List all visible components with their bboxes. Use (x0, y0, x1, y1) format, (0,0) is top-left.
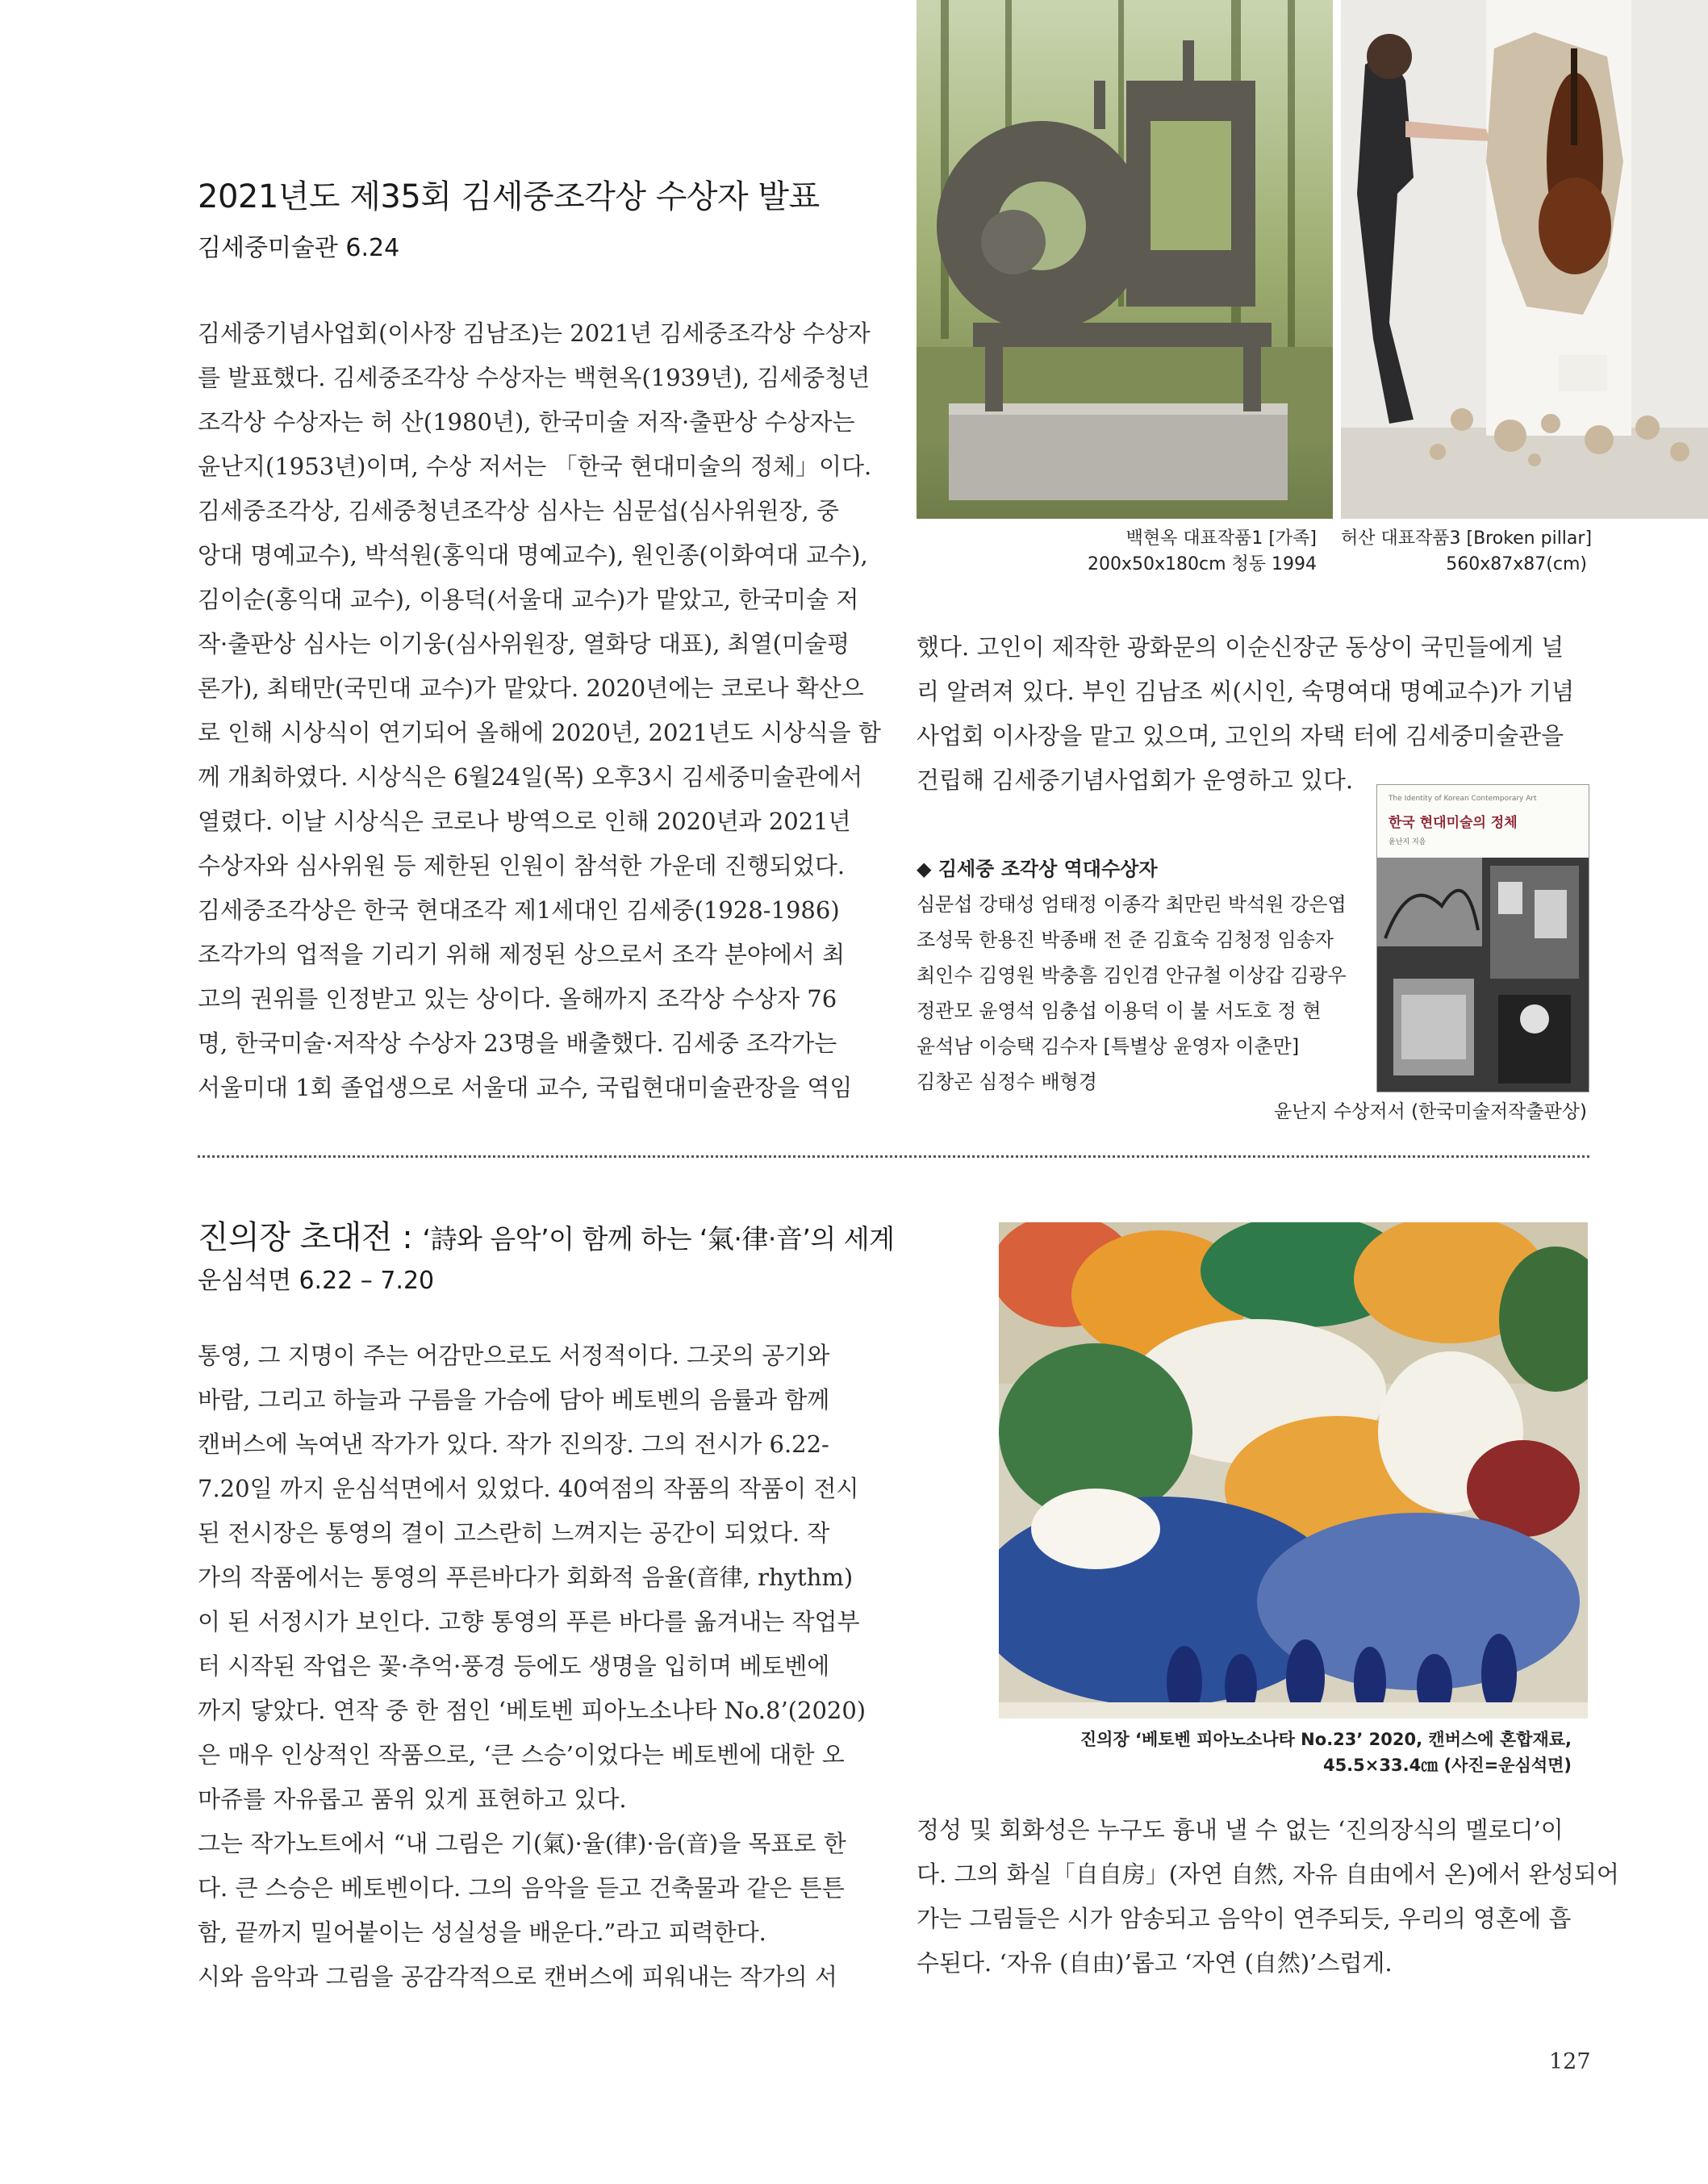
text-line: 된 전시장은 통영의 결이 고스란히 느껴지는 공간이 되었다. 작 (198, 1519, 830, 1547)
sculpture-photo (917, 0, 1333, 519)
text-line: 은 매우 인상적인 작품으로, ‘큰 스승’이었다는 베토벤에 대한 오 (198, 1741, 845, 1768)
article2-subtitle: 운심석면 6.22 – 7.20 (198, 1267, 435, 1295)
text-line: 이 된 서정시가 보인다. 고향 통영의 푸른 바다를 옮겨내는 작업부 (198, 1608, 860, 1635)
text-line: 김세중조각상은 한국 현대조각 제1세대인 김세중(1928-1986) (198, 896, 840, 924)
article2-column-right (917, 1808, 1619, 1986)
text-line: 사업회 이사장을 맡고 있으며, 고인의 자택 터에 김세중미술관을 (917, 722, 1564, 750)
text-line: 가의 작품에서는 통영의 푸른바다가 회화적 음율(音律, rhythm) (198, 1564, 854, 1591)
article2-title-main: 진의장 초대전 : (198, 1219, 423, 1256)
text-line: 께 개최하였다. 시상식은 6월24일(목) 오후3시 김세중미술관에서 (198, 763, 863, 791)
book-series: The Identity of Korean Contemporary Art (1389, 795, 1537, 803)
caption-line: 허산 대표작품3 [Broken pillar] (1341, 528, 1593, 549)
text-line: 서울미대 1회 졸업생으로 서울대 교수, 국립현대미술관장을 역임 (198, 1074, 853, 1101)
article1-subtitle: 김세중미술관 6.24 (198, 234, 400, 262)
section-divider (198, 1155, 1589, 1158)
text-line: 7.20일 까지 운심석면에서 있었다. 40여점의 작품의 작품이 전시 (198, 1475, 859, 1502)
winners-list (917, 851, 1347, 1100)
text-line: 가는 그림들은 시가 암송되고 음악이 연주되듯, 우리의 영혼에 흡 (917, 1905, 1572, 1932)
text-line: 고의 권위를 인정받고 있는 상이다. 올해까지 조각상 수상자 76 (198, 985, 837, 1013)
winners-line: 조성묵 한용진 박종배 전 준 김효숙 김청정 임송자 (917, 929, 1334, 951)
winners-line: 정관모 윤영석 임충섭 이용덕 이 불 서도호 정 현 (917, 1000, 1322, 1022)
text-line: 캔버스에 녹여낸 작가가 있다. 작가 진의장. 그의 전시가 6.22- (198, 1430, 829, 1458)
sculpture-caption (917, 526, 1317, 578)
book-cover (1376, 784, 1589, 1092)
text-line: 까지 닿았다. 연작 중 한 점인 ‘베토벤 피아노소나타 No.8’(2020) (198, 1697, 867, 1724)
article2-title-rest: ‘詩와 음악’이 함께 하는 ‘氣·律·音’의 세계 (422, 1223, 895, 1255)
text-line: 시와 음악과 그림을 공감각적으로 캔버스에 피워내는 작가의 서 (198, 1963, 837, 1990)
text-line: 함, 끝까지 밀어붙이는 성실성을 배운다.”라고 피력한다. (198, 1919, 766, 1946)
book-author: 윤난지 지음 (1389, 838, 1426, 846)
article1-title: 2021년도 제35회 김세중조각상 수상자 발표 (198, 178, 820, 215)
text-line: 작·출판상 심사는 이기웅(심사위원장, 열화당 대표), 최열(미술평 (198, 630, 850, 658)
text-line: 윤난지(1953년)이며, 수상 저서는 「한국 현대미술의 정체」이다. (198, 453, 872, 480)
text-line: 수된다. ‘자유 (自由)’롭고 ‘자연 (自然)’스럽게. (917, 1949, 1393, 1977)
book-title: 한국 현대미술의 정체 (1389, 815, 1518, 831)
text-line: 열렸다. 이날 시상식은 코로나 방역으로 인해 2020년과 2021년 (198, 808, 851, 835)
caption-line: 560x87x87(cm) (1446, 554, 1587, 574)
page-number: 127 (1549, 2049, 1591, 2074)
text-line: 김이순(홍익대 교수), 이용덕(서울대 교수)가 맡았고, 한국미술 저 (198, 586, 859, 613)
text-line: 앙대 명예교수), 박석원(홍익대 명예교수), 원인종(이화여대 교수), (198, 541, 868, 569)
text-line: 조각가의 업적을 기리기 위해 제정된 상으로서 조각 분야에서 최 (198, 941, 846, 968)
winners-line: 최인수 김영원 박충흠 김인겸 안규철 이상갑 김광우 (917, 964, 1347, 987)
text-line: 건립해 김세중기념사업회가 운영하고 있다. (917, 766, 1354, 794)
book-caption: 윤난지 수상저서 (한국미술저작출판상) (1273, 1101, 1587, 1122)
caption-line: 200x50x180cm 청동 1994 (1087, 554, 1317, 574)
text-line: 수상자와 심사위원 등 제한된 인원이 참석한 가운데 진행되었다. (198, 852, 846, 879)
text-line: 론가), 최태만(국민대 교수)가 맡았다. 2020년에는 코로나 확산으 (198, 674, 864, 702)
winners-line: 윤석남 이승택 김수자 [특별상 윤영자 이춘만] (917, 1035, 1300, 1058)
painting-caption (999, 1727, 1572, 1778)
text-line: 터 시작된 작업은 꽃·추억·풍경 등에도 생명을 입히며 베토벤에 (198, 1652, 830, 1680)
text-line: 정성 및 회화성은 누구도 흉내 낼 수 없는 ‘진의장식의 멜로디’이 (917, 1816, 1564, 1844)
text-line: 김세중기념사업회(이사장 김남조)는 2021년 김세중조각상 수상자 (198, 319, 871, 347)
broken-pillar-photo (1341, 0, 1708, 519)
text-line: 다. 그의 화실「自自房」(자연 自然, 자유 自由에서 온)에서 완성되어 (917, 1860, 1619, 1888)
text-line: 통영, 그 지명이 주는 어감만으로도 서정적이다. 그곳의 공기와 (198, 1342, 830, 1369)
book-cover-photo (1377, 858, 1589, 1092)
article1-column-right (917, 625, 1574, 803)
caption-line: 진의장 ‘베토벤 피아노소나타 No.23’ 2020, 캔버스에 혼합재료, (1080, 1730, 1572, 1749)
text-line: 로 인해 시상식이 연기되어 올해에 2020년, 2021년도 시상식을 함 (198, 719, 881, 746)
broken-pillar-caption (1341, 526, 1593, 578)
caption-line: 45.5×33.4㎝ (사진=운심석면) (1322, 1756, 1572, 1775)
text-line: 그는 작가노트에서 “내 그림은 기(氣)·율(律)·음(音)을 목표로 한 (198, 1830, 846, 1857)
winners-line: 심문섭 강태성 엄태정 이종각 최만린 박석원 강은엽 (917, 893, 1347, 916)
article2-title (198, 1212, 895, 1258)
text-line: 조각상 수상자는 허 산(1980년), 한국미술 저작·출판상 수상자는 (198, 408, 855, 436)
painting-photo (999, 1222, 1588, 1718)
winners-heading: ◆ 김세중 조각상 역대수상자 (917, 858, 1158, 880)
article2-column-left (198, 1334, 866, 1999)
text-line: 마쥬를 자유롭고 품위 있게 표현하고 있다. (198, 1785, 627, 1813)
text-line: 했다. 고인이 제작한 광화문의 이순신장군 동상이 국민들에게 널 (917, 633, 1564, 661)
text-line: 바람, 그리고 하늘과 구름을 가슴에 담아 베토벤의 음률과 함께 (198, 1386, 830, 1414)
winners-line: 김창곤 심정수 배형경 (917, 1071, 1097, 1093)
text-line: 리 알려져 있다. 부인 김남조 씨(시인, 숙명여대 명예교수)가 기념 (917, 678, 1575, 705)
article1-column-left (198, 311, 881, 1110)
caption-line: 백현옥 대표작품1 [가족] (1125, 528, 1317, 549)
text-line: 명, 한국미술·저작상 수상자 23명을 배출했다. 김세중 조각가는 (198, 1029, 837, 1057)
text-line: 김세중조각상, 김세중청년조각상 심사는 심문섭(심사위원장, 중 (198, 497, 839, 524)
text-line: 를 발표했다. 김세중조각상 수상자는 백현옥(1939년), 김세중청년 (198, 364, 871, 391)
text-line: 다. 큰 스승은 베토벤이다. 그의 음악을 듣고 건축물과 같은 튼튼 (198, 1874, 845, 1902)
